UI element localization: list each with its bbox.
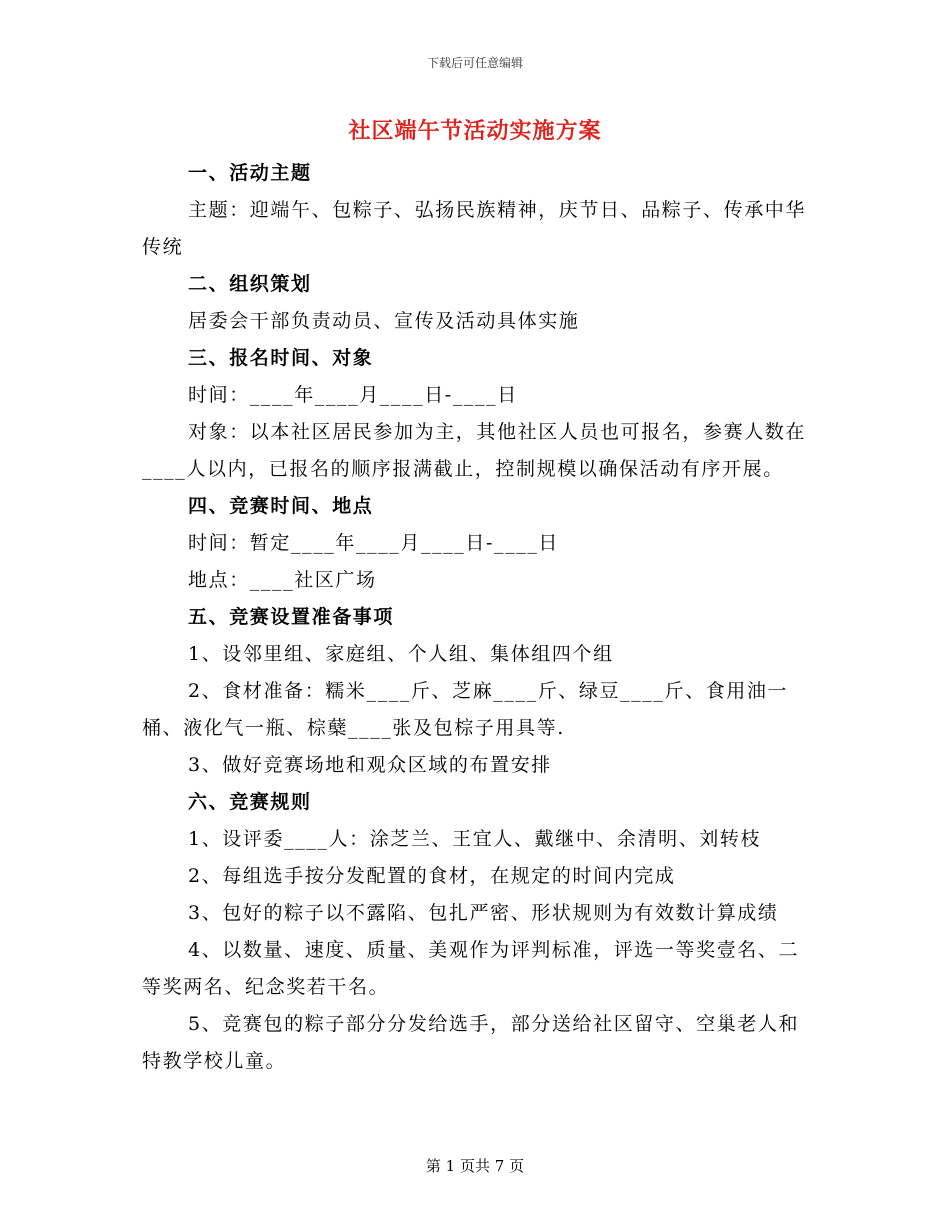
page-header: 下载后可任意编辑 [426, 56, 523, 70]
paragraph: 3、包好的粽子以不露陷、包扎严密、形状规则为有效数计算成绩 [188, 902, 779, 924]
paragraph: 居委会干部负责动员、宣传及活动具体实施 [188, 310, 580, 332]
document-body [142, 155, 810, 1080]
paragraph: 时间：____年____月____日-____日 [188, 384, 518, 406]
section-heading: 四、竞赛时间、地点 [188, 495, 374, 517]
paragraph: 2、食材准备：糯米____斤、芝麻____斤、绿豆____斤、食用油一桶、液化气一瓶、棕蘖____张及包棕子用具等. [142, 680, 789, 739]
section-heading: 六、竞赛规则 [188, 791, 312, 813]
page-footer: 第 1 页共 7 页 [425, 1157, 525, 1175]
section-heading: 五、竞赛设置准备事项 [188, 606, 395, 628]
section-heading: 一、活动主题 [188, 162, 312, 184]
paragraph: 1、设邻里组、家庭组、个人组、集体组四个组 [188, 643, 614, 665]
paragraph: 时间：暂定____年____月____日-____日 [188, 532, 560, 554]
paragraph: 主题：迎端午、包粽子、弘扬民族精神，庆节日、品粽子、传承中华传统 [142, 199, 807, 258]
paragraph: 2、每组选手按分发配置的食材，在规定的时间内完成 [188, 865, 676, 887]
paragraph: 对象：以本社区居民参加为主，其他社区人员也可报名，参赛人数在____人以内，已报名的顺序报满截止，控制规模以确保活动有序开展。 [142, 421, 807, 480]
paragraph: 4、以数量、速度、质量、美观作为评判标准，评选一等奖壹名、二等奖两名、纪念奖若干名。 [142, 939, 800, 998]
paragraph: 地点：____社区广场 [188, 569, 377, 591]
document-title: 社区端午节活动实施方案 [348, 118, 602, 144]
section-heading: 二、组织策划 [188, 273, 312, 295]
paragraph: 3、做好竞赛场地和观众区域的布置安排 [188, 754, 552, 776]
paragraph: 1、设评委____人：涂芝兰、王宜人、戴继中、余清明、刘转枝 [188, 828, 762, 850]
paragraph: 5、竞赛包的粽子部分分发给选手，部分送给社区留守、空巢老人和特教学校儿童。 [142, 1013, 800, 1072]
section-heading: 三、报名时间、对象 [188, 347, 374, 369]
